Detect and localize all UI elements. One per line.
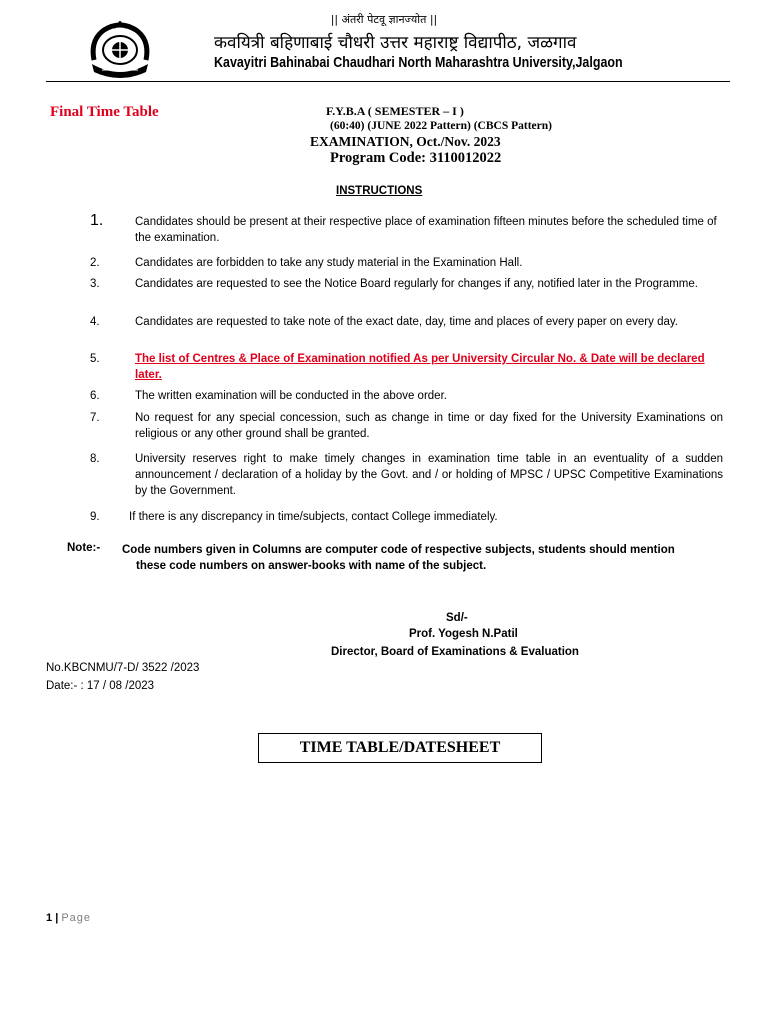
instruction-text: Candidates are requested to see the Notice Board regularly for changes if any, notified later in the Programme. — [135, 278, 698, 290]
note-text — [122, 542, 723, 574]
university-name-marathi: कवयित्री बहिणाबाई चौधरी उत्तर महाराष्ट्र विद्यापीठ, जळगाव — [214, 33, 577, 53]
pattern-line: (60:40) (JUNE 2022 Pattern) (CBCS Pattern) — [330, 120, 552, 132]
header-divider — [46, 81, 730, 82]
examination-line: EXAMINATION, Oct./Nov. 2023 — [310, 134, 501, 149]
instruction-text: Candidates are forbidden to take any study material in the Examination Hall. — [135, 257, 523, 269]
instruction-number: 2. — [90, 257, 100, 269]
final-time-table-label: Final Time Table — [50, 104, 159, 120]
instruction-number: 3. — [90, 278, 100, 290]
program-code: Program Code: 3110012022 — [330, 150, 502, 166]
reference-date: Date:- : 17 / 08 /2023 — [46, 680, 155, 692]
footer-separator: | — [55, 912, 59, 924]
instruction-text: Candidates are requested to take note of the exact date, day, time and places of every paper on every day. — [135, 316, 678, 328]
instruction-number: 9. — [90, 511, 100, 523]
signatory-designation: Director, Board of Examinations & Evaluation — [331, 646, 579, 658]
course-title: F.Y.B.A ( SEMESTER – I ) — [326, 104, 464, 118]
instruction-text: The written examination will be conducted in the above order. — [135, 390, 447, 402]
page-label: Page — [61, 912, 92, 924]
instruction-text: Candidates should be present at their respective place of examination fifteen minutes before the scheduled time of the examination. — [135, 216, 717, 244]
instruction-number: 6. — [90, 390, 100, 402]
time-table-heading: TIME TABLE/DATESHEET — [258, 733, 542, 763]
reference-number: No.KBCNMU/7-D/ 3522 /2023 — [46, 662, 200, 674]
instruction-number: 5. — [90, 353, 100, 365]
instruction-text: If there is any discrepancy in time/subjects, contact College immediately. — [129, 511, 498, 523]
note-line-1: Code numbers given in Columns are computer code of respective subjects, students should mention — [122, 544, 675, 556]
page-number: 1 — [46, 912, 53, 924]
signatory-name: Prof. Yogesh N.Patil — [409, 628, 518, 640]
instruction-number: 4. — [90, 316, 100, 328]
university-seal-icon — [84, 20, 156, 80]
page-footer — [46, 912, 91, 924]
instructions-heading: INSTRUCTIONS — [336, 185, 423, 197]
instruction-number: 1. — [90, 212, 104, 229]
centres-notice-text: The list of Centres & Place of Examination notified As per University Circular No. & Date will be declared later. — [135, 353, 705, 381]
university-name-english: Kavayitri Bahinabai Chaudhari North Maharashtra University,Jalgaon — [214, 55, 623, 71]
motto: || अंतरी पेटवू ज्ञानज्योत || — [330, 13, 438, 26]
instruction-text: University reserves right to make timely changes in examination time table in an eventuality of a sudden announcement / declaration of a holiday by the Govt. and / or holding of MPSC / UPSC Competitive Examinations by the Government. — [135, 453, 723, 497]
note-line-2: these code numbers on answer-books with name of the subject. — [136, 560, 487, 572]
instruction-text: No request for any special concession, such as change in time or day fixed for the University Examinations on religious or any other ground shall be granted. — [135, 412, 723, 440]
note-label: Note:- — [67, 542, 101, 554]
instruction-number: 7. — [90, 412, 100, 424]
instruction-number: 8. — [90, 453, 100, 465]
signature-sd: Sd/- — [446, 612, 468, 624]
